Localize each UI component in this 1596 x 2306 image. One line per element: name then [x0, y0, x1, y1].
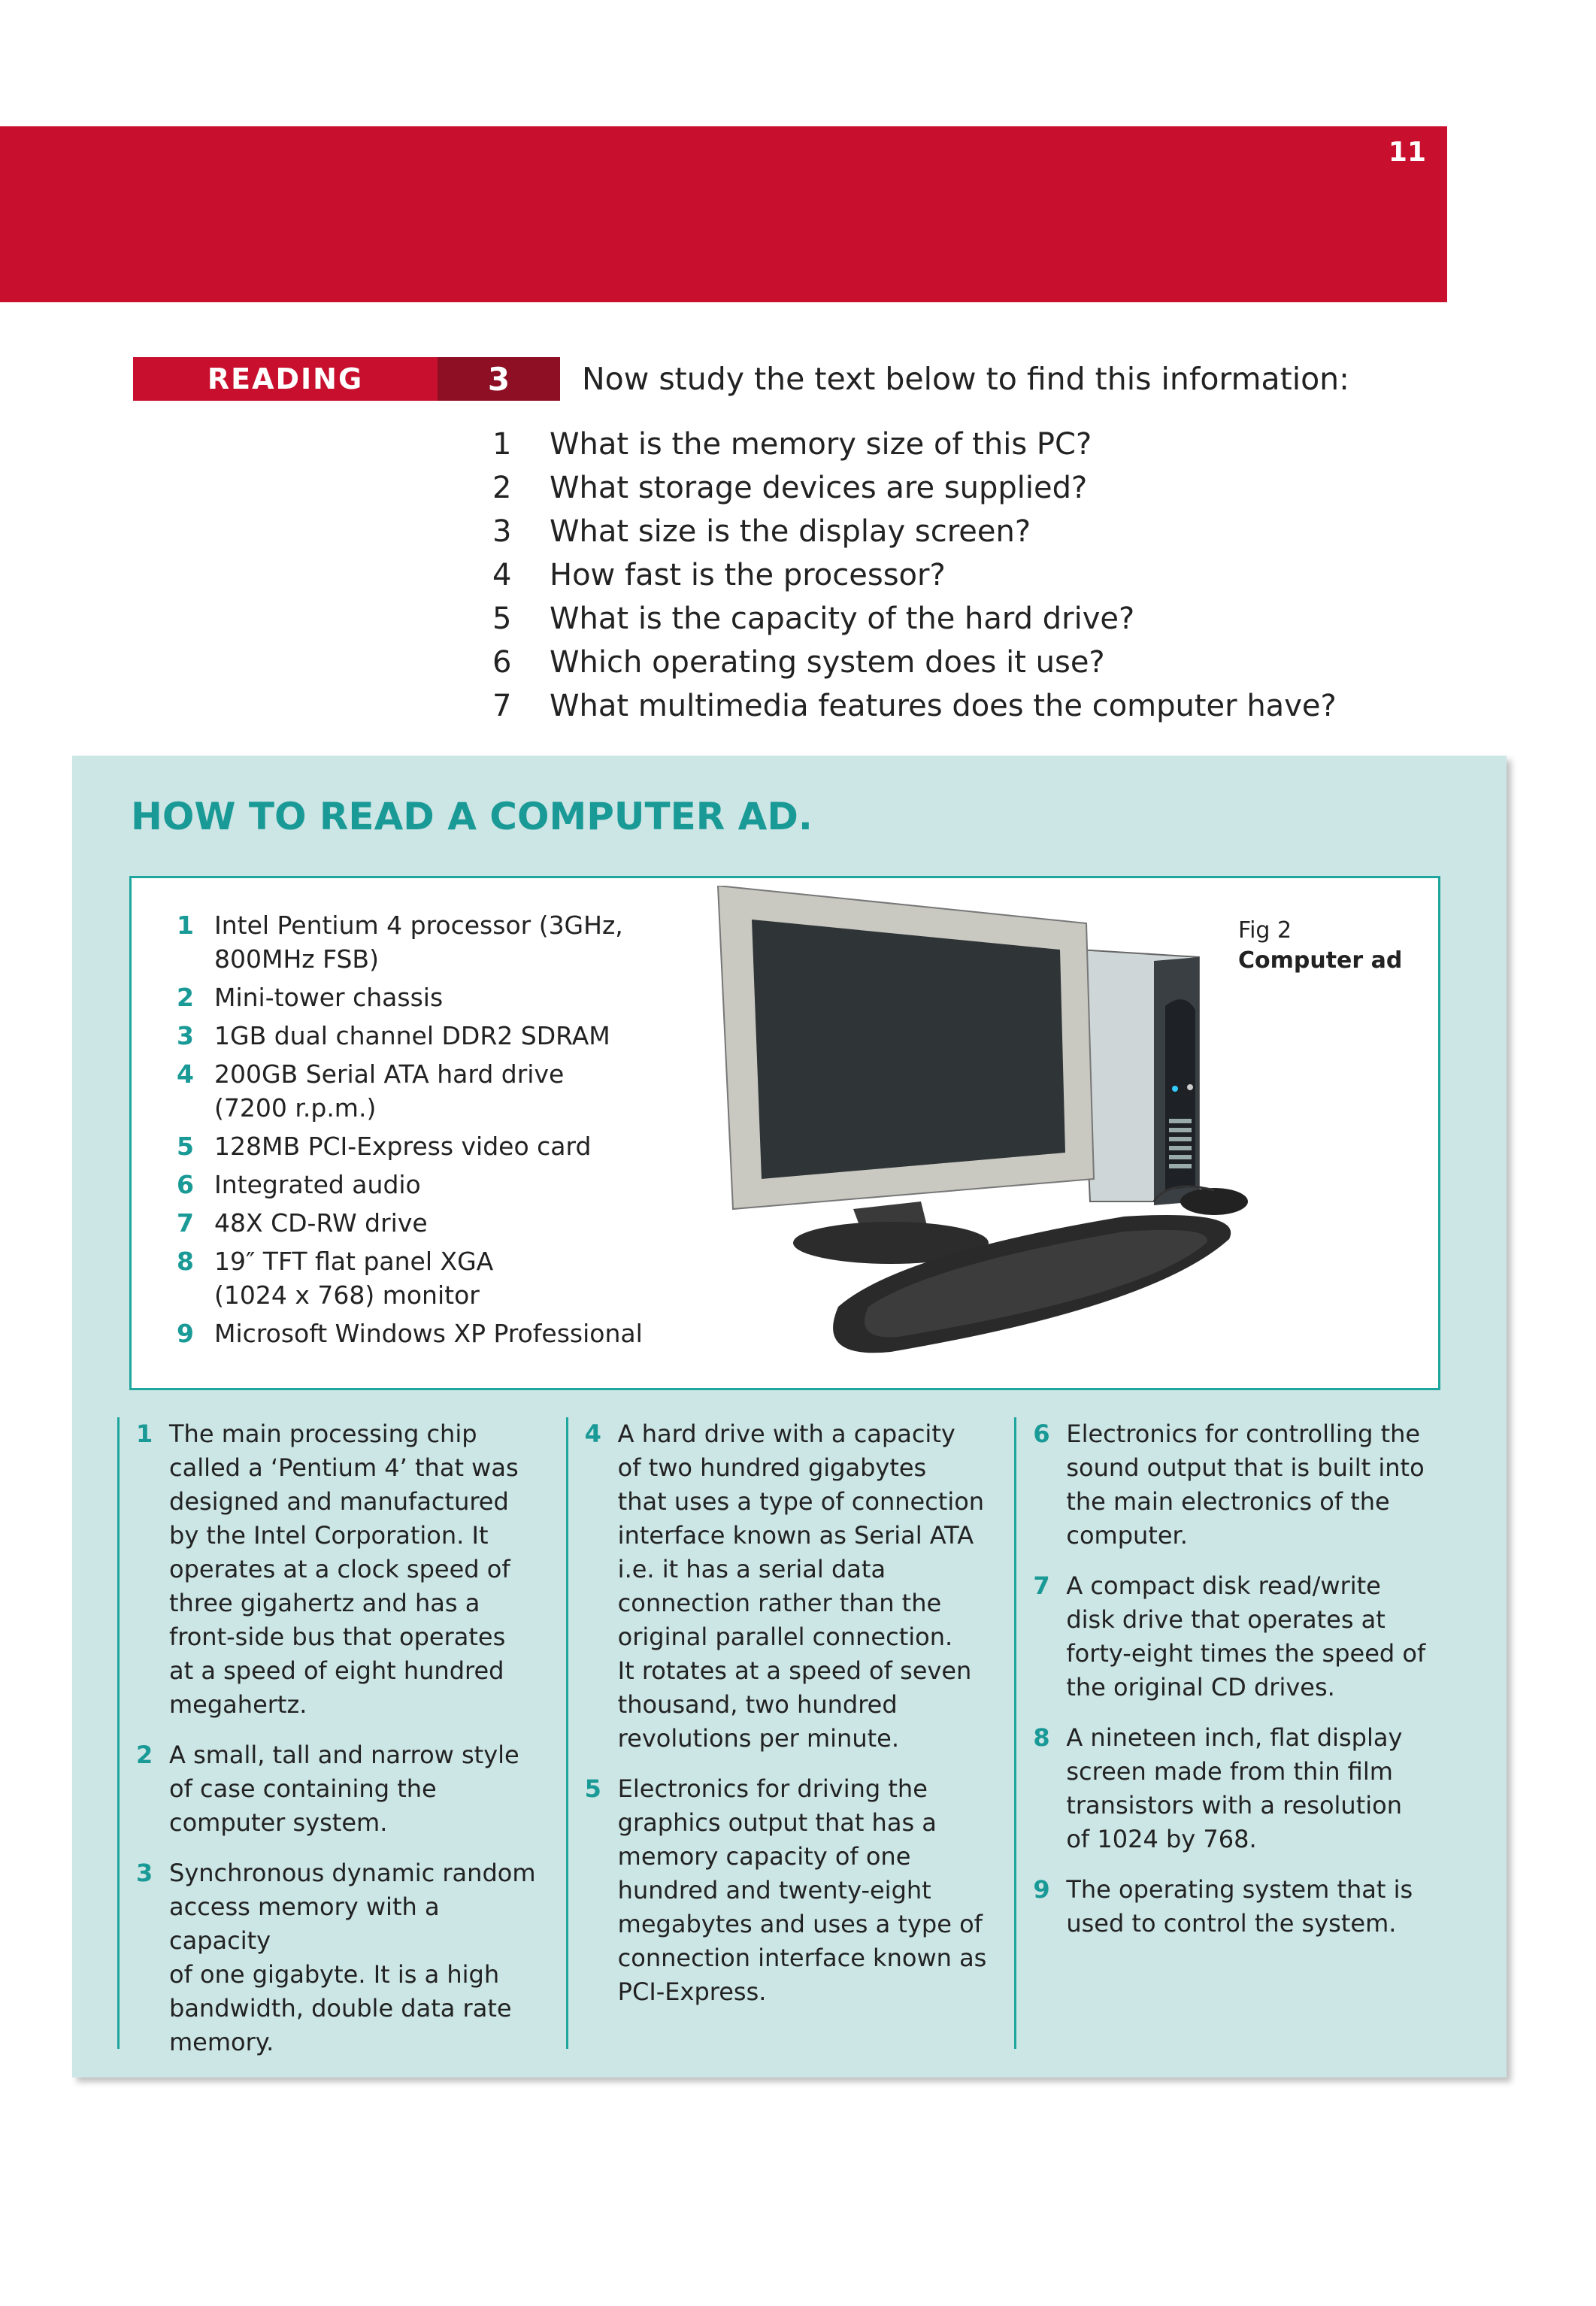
spec-list	[177, 908, 643, 1355]
description-line: the main electronics of the	[1066, 1487, 1390, 1516]
description-number: 5	[584, 1774, 601, 1803]
ad-panel	[72, 756, 1507, 2077]
description-text	[1066, 1569, 1425, 1705]
description-line: of one gigabyte. It is a high	[169, 1960, 500, 1989]
description-line: revolutions per minute.	[617, 1724, 899, 1753]
description-text	[1066, 1417, 1424, 1553]
spec-text	[214, 980, 443, 1014]
description-item	[585, 1772, 992, 2009]
spec-line: 19″ TFT flat panel XGA	[214, 1247, 494, 1276]
spec-line: 800MHz FSB)	[214, 944, 379, 974]
description-line: bandwidth, double data rate	[169, 1994, 512, 2023]
description-line: of case containing the	[169, 1774, 437, 1803]
computer-ad-box	[129, 876, 1440, 1390]
description-line: transistors with a resolution	[1066, 1791, 1402, 1820]
description-line: interface known as Serial ATA	[617, 1521, 974, 1550]
description-item	[1033, 1417, 1440, 1553]
spec-text	[214, 1129, 591, 1163]
spec-number: 1	[177, 911, 194, 940]
question-item	[492, 684, 1337, 728]
description-line: at a speed of eight hundred	[169, 1656, 504, 1685]
description-line: hundred and twenty-eight	[617, 1876, 931, 1904]
spec-number: 4	[177, 1059, 194, 1089]
description-line: The operating system that is	[1066, 1875, 1413, 1904]
spec-line: 1GB dual channel DDR2 SDRAM	[214, 1021, 610, 1050]
page-number: 11	[1388, 137, 1426, 168]
description-line: front-side bus that operates	[169, 1623, 506, 1651]
spec-number: 8	[177, 1247, 194, 1276]
spec-number: 5	[177, 1132, 194, 1161]
question-number: 3	[492, 514, 512, 549]
spec-number: 9	[177, 1319, 194, 1348]
spec-line: (1024 x 768) monitor	[214, 1280, 480, 1310]
description-column	[1014, 1417, 1463, 2049]
description-text	[169, 1738, 519, 1840]
description-number: 3	[136, 1859, 153, 1887]
section-number: 3	[438, 357, 560, 401]
question-number: 1	[492, 427, 512, 462]
question-text: What size is the display screen?	[550, 514, 1031, 549]
description-line: screen made from thin film	[1066, 1757, 1393, 1786]
spec-line: Integrated audio	[214, 1170, 421, 1199]
figure-caption	[1238, 916, 1402, 976]
description-number: 7	[1033, 1571, 1050, 1600]
spec-text	[214, 1244, 493, 1312]
description-number: 8	[1033, 1723, 1050, 1752]
description-number: 4	[584, 1420, 601, 1448]
spec-item	[177, 1244, 643, 1312]
description-number: 9	[1033, 1875, 1050, 1904]
description-line: connection interface known as	[617, 1944, 987, 1972]
question-item	[492, 423, 1337, 466]
question-text: What is the capacity of the hard drive?	[550, 601, 1135, 636]
spec-item	[177, 1206, 643, 1240]
question-text: How fast is the processor?	[550, 558, 946, 592]
description-line: operates at a clock speed of	[169, 1555, 510, 1583]
description-line: computer system.	[169, 1808, 388, 1837]
description-line: the original CD drives.	[1066, 1673, 1335, 1701]
question-item	[492, 466, 1337, 510]
spec-line: 128MB PCI-Express video card	[214, 1132, 592, 1161]
panel-title: HOW TO READ A COMPUTER AD.	[131, 795, 813, 838]
description-column	[566, 1417, 1015, 2049]
spec-line: Mini-tower chassis	[214, 983, 444, 1012]
spec-line: 48X CD-RW drive	[214, 1208, 428, 1238]
spec-line: 200GB Serial ATA hard drive	[214, 1059, 565, 1089]
description-item	[136, 1856, 544, 2059]
question-number: 2	[492, 471, 512, 505]
spec-text	[214, 1168, 421, 1201]
section-bar	[133, 357, 560, 401]
description-text	[169, 1856, 544, 2059]
spec-text	[214, 1019, 610, 1053]
description-item	[1033, 1873, 1440, 1941]
description-line: sound output that is built into	[1066, 1453, 1425, 1482]
question-number: 7	[492, 689, 512, 723]
spec-number: 6	[177, 1170, 194, 1199]
description-line: memory.	[169, 2028, 274, 2056]
description-line: computer.	[1066, 1521, 1188, 1550]
description-line: of 1024 by 768.	[1066, 1825, 1257, 1853]
spec-line: Intel Pentium 4 processor (3GHz,	[214, 911, 623, 940]
spec-item	[177, 1317, 643, 1350]
figure-label: Fig 2	[1238, 917, 1292, 944]
description-item	[136, 1417, 544, 1722]
spec-text	[214, 1317, 643, 1350]
description-number: 6	[1033, 1420, 1050, 1448]
mouse	[1180, 1188, 1248, 1215]
description-item	[1033, 1569, 1440, 1705]
description-line: Synchronous dynamic random	[169, 1859, 536, 1887]
description-line: connection rather than the	[617, 1589, 942, 1617]
description-line: PCI-Express.	[617, 1977, 767, 2006]
description-columns	[117, 1417, 1463, 2056]
description-line: i.e. it has a serial data	[617, 1555, 886, 1583]
question-number: 5	[492, 601, 512, 636]
question-text: Which operating system does it use?	[550, 645, 1105, 680]
description-text	[618, 1772, 987, 2009]
computer-illustration	[703, 886, 1289, 1382]
question-list	[492, 423, 1337, 728]
description-item	[585, 1417, 992, 1756]
description-item	[136, 1738, 544, 1840]
description-line: access memory with a capacity	[169, 1892, 440, 1955]
description-line: A small, tall and narrow style	[169, 1741, 519, 1769]
question-item	[492, 553, 1337, 597]
description-number: 2	[136, 1741, 153, 1769]
description-line: Electronics for driving the	[617, 1774, 928, 1803]
description-line: A compact disk read/write	[1066, 1571, 1381, 1600]
spec-item	[177, 980, 643, 1014]
question-item	[492, 597, 1337, 641]
description-column	[117, 1417, 566, 2056]
spec-item	[177, 1129, 643, 1163]
description-line: called a ‘Pentium 4’ that was	[169, 1453, 519, 1482]
description-line: The main processing chip	[169, 1420, 477, 1448]
description-line: megabytes and uses a type of	[617, 1910, 983, 1938]
description-line: A hard drive with a capacity	[617, 1420, 955, 1448]
description-line: memory capacity of one	[617, 1842, 911, 1871]
spec-item	[177, 1057, 643, 1125]
description-number: 1	[136, 1420, 153, 1448]
section-label: READING	[133, 357, 438, 401]
spec-item	[177, 1168, 643, 1201]
description-item	[1033, 1721, 1440, 1856]
spec-line: Microsoft Windows XP Professional	[214, 1319, 643, 1348]
description-text	[1066, 1721, 1402, 1856]
question-text: What multimedia features does the computer have?	[550, 689, 1337, 723]
question-item	[492, 510, 1337, 553]
question-text: What storage devices are supplied?	[550, 471, 1088, 505]
header-banner	[0, 126, 1447, 302]
spec-text	[214, 1206, 428, 1240]
description-line: megahertz.	[169, 1690, 307, 1719]
spec-line: (7200 r.p.m.)	[214, 1093, 377, 1123]
description-line: used to control the system.	[1066, 1909, 1397, 1938]
question-number: 4	[492, 558, 512, 592]
question-item	[492, 641, 1337, 684]
description-line: A nineteen inch, flat display	[1066, 1723, 1403, 1752]
description-line: thousand, two hundred	[617, 1690, 898, 1719]
description-line: Electronics for controlling the	[1066, 1420, 1421, 1448]
description-line: graphics output that has a	[617, 1808, 937, 1837]
monitor-screen	[752, 920, 1065, 1179]
spec-number: 2	[177, 983, 194, 1012]
spec-number: 7	[177, 1208, 194, 1238]
spec-text	[214, 1057, 564, 1125]
instruction-text: Now study the text below to find this information:	[582, 361, 1349, 397]
spec-item	[177, 908, 643, 976]
description-line: that uses a type of connection	[617, 1487, 985, 1516]
description-line: It rotates at a speed of seven	[617, 1656, 972, 1685]
description-line: of two hundred gigabytes	[617, 1453, 927, 1482]
figure-title: Computer ad	[1238, 947, 1403, 974]
description-text	[1066, 1873, 1413, 1941]
description-line: by the Intel Corporation. It	[169, 1521, 489, 1550]
spec-text	[214, 908, 623, 976]
description-line: designed and manufactured	[169, 1487, 509, 1516]
spec-item	[177, 1019, 643, 1053]
description-text	[618, 1417, 984, 1756]
description-line: original parallel connection.	[617, 1623, 953, 1651]
spec-number: 3	[177, 1021, 194, 1050]
description-line: three gigahertz and has a	[169, 1589, 480, 1617]
question-text: What is the memory size of this PC?	[550, 427, 1092, 462]
description-line: disk drive that operates at	[1066, 1605, 1386, 1634]
description-line: forty-eight times the speed of	[1066, 1639, 1426, 1668]
description-text	[169, 1417, 519, 1722]
question-number: 6	[492, 645, 512, 680]
